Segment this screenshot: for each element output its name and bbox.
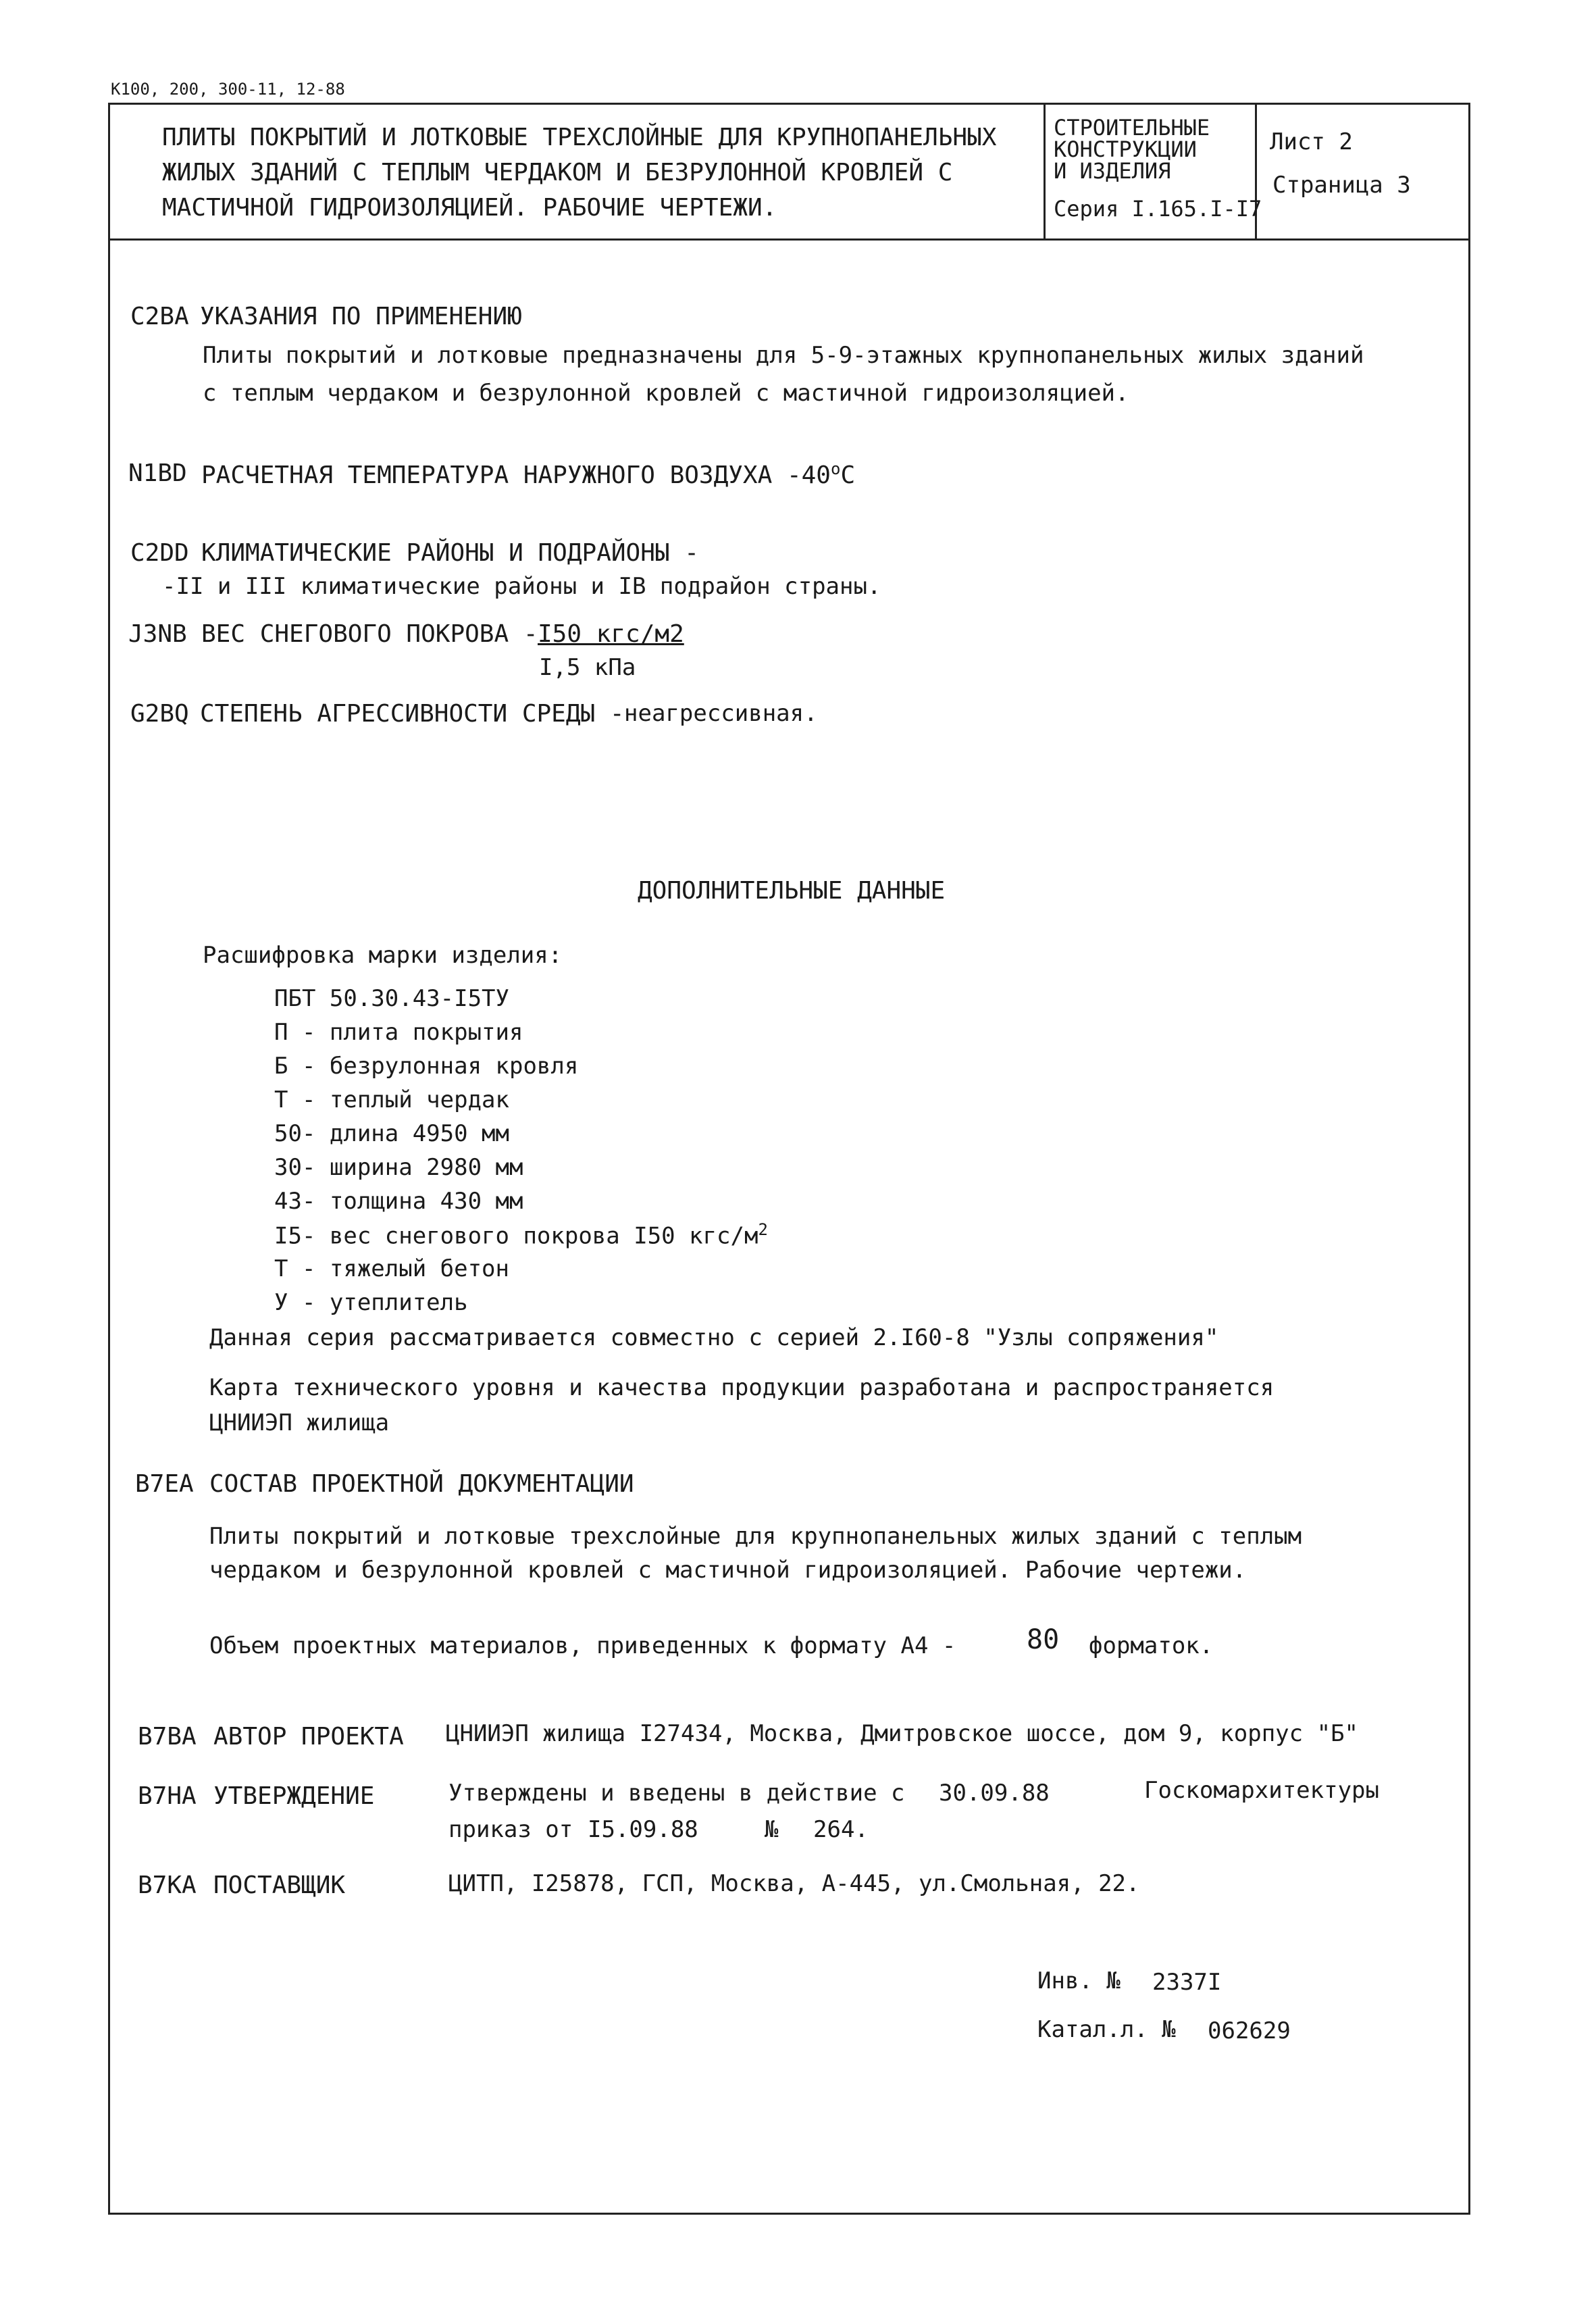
approval-text: Утверждены и введены в действие с	[448, 1780, 905, 1807]
approval-date: 30.09.88	[939, 1780, 1050, 1807]
author-value: ЦНИИЭП жилища I27434, Москва, Дмитровское шоссе, дом 9, корпус "Б"	[446, 1720, 1359, 1747]
inventory-number: 2337I	[1152, 1969, 1222, 1996]
list-item: 30- ширина 2980 мм	[274, 1154, 523, 1181]
section-code: С2ВА	[130, 303, 189, 330]
section-heading: ДОПОЛНИТЕЛЬНЫЕ ДАННЫЕ	[638, 877, 946, 905]
aggression-value: неагрессивная.	[624, 700, 818, 727]
section-heading	[201, 459, 855, 489]
order-date: I5.09.88	[588, 1816, 698, 1843]
header-title-line: МАСТИЧНОЙ ГИДРОИЗОЛЯЦИЕЙ. РАБОЧИЕ ЧЕРТЕЖИ.	[162, 194, 777, 222]
degree-sign: о	[830, 459, 841, 478]
header-separator-1	[1044, 103, 1046, 238]
sheet-number: Лист 2	[1270, 128, 1353, 155]
order-number-label: №	[765, 1816, 779, 1843]
temperature-unit: С	[840, 461, 856, 489]
page-number: Страница 3	[1272, 172, 1411, 199]
body-line: с теплым чердаком и безрулонной кровлей с мастичной гидроизоляцией.	[203, 380, 1129, 407]
document-code: К100, 200, 300-11, 12-88	[111, 80, 345, 99]
list-item: Т - тяжелый бетон	[274, 1255, 509, 1282]
section-code: J3NВ	[128, 620, 187, 648]
category-line: СТРОИТЕЛЬНЫЕ	[1054, 115, 1210, 141]
section-heading: УТВЕРЖДЕНИЕ	[213, 1782, 375, 1810]
series-number: Серия I.165.I-I7	[1054, 196, 1262, 222]
series-note: Данная серия рассматривается совместно с серией 2.I60-8 "Узлы сопряжения"	[209, 1324, 1219, 1351]
body-line: -II и III климатические районы и IВ подрайон страны.	[162, 573, 881, 600]
supplier-value: ЦИТП, I25878, ГСП, Москва, А-445, ул.Смольная, 22.	[448, 1870, 1140, 1897]
section-code: N1ВD	[128, 459, 187, 487]
section-code: В7ЕА	[135, 1470, 194, 1498]
card-line: Карта технического уровня и качества продукции разработана и распространяется	[209, 1374, 1275, 1401]
list-item	[274, 1220, 768, 1249]
section-heading: АВТОР ПРОЕКТА	[213, 1723, 404, 1751]
decode-title: Расшифровка марки изделия:	[203, 942, 563, 969]
catalog-label: Катал.л. №	[1037, 2016, 1176, 2043]
list-item-text: I5- вес снегового покрова I50 кгс/м	[274, 1222, 758, 1250]
section-heading: ПОСТАВЩИК	[213, 1871, 346, 1899]
section-heading: СТЕПЕНЬ АГРЕССИВНОСТИ СРЕДЫ -	[200, 700, 625, 728]
category-line: КОНСТРУКЦИИ	[1054, 136, 1197, 162]
section-code: С2DD	[130, 539, 189, 567]
section-heading: СОСТАВ ПРОЕКТНОЙ ДОКУМЕНТАЦИИ	[209, 1470, 634, 1498]
volume-unit: форматок.	[1089, 1632, 1214, 1659]
list-item: У - утеплитель	[274, 1289, 468, 1316]
order-number: 264.	[813, 1816, 869, 1843]
volume-text: Объем проектных материалов, приведенных к формату А4 -	[209, 1632, 956, 1659]
temperature-text: РАСЧЕТНАЯ ТЕМПЕРАТУРА НАРУЖНОГО ВОЗДУХА -40	[201, 461, 831, 489]
section-heading: ВЕС СНЕГОВОГО ПОКРОВА -	[201, 620, 538, 648]
list-item: 50- длина 4950 мм	[274, 1120, 509, 1147]
list-item: П - плита покрытия	[274, 1019, 523, 1046]
approval-org: Госкомархитектуры	[1144, 1777, 1379, 1804]
section-code: G2ВQ	[130, 700, 189, 728]
order-label: приказ от	[448, 1816, 573, 1843]
superscript: 2	[758, 1220, 768, 1239]
product-mark: ПБТ 50.30.43-I5ТУ	[274, 985, 509, 1012]
section-code: В7ВА	[138, 1723, 197, 1751]
section-code: В7НА	[138, 1782, 197, 1810]
section-code: В7КА	[138, 1871, 197, 1899]
snow-load-kgf: I50 кгс/м2	[538, 620, 684, 648]
header-divider	[108, 238, 1470, 241]
inventory-label: Инв. №	[1037, 1967, 1121, 1994]
list-item: Б - безрулонная кровля	[274, 1053, 579, 1080]
card-line: ЦНИИЭП жилища	[209, 1409, 390, 1436]
category-line: И ИЗДЕЛИЯ	[1054, 158, 1171, 184]
section-heading: КЛИМАТИЧЕСКИЕ РАЙОНЫ И ПОДРАЙОНЫ -	[201, 539, 699, 567]
snow-load-kpa: I,5 кПа	[539, 654, 636, 681]
header-title-line: ЖИЛЫХ ЗДАНИЙ С ТЕПЛЫМ ЧЕРДАКОМ И БЕЗРУЛОННОЙ КРОВЛЕЙ С	[162, 159, 953, 186]
list-item: Т - теплый чердак	[274, 1086, 509, 1113]
section-heading: УКАЗАНИЯ ПО ПРИМЕНЕНИЮ	[200, 303, 522, 330]
body-line: Плиты покрытий и лотковые предназначены для 5-9-этажных крупнопанельных жилых зданий	[203, 342, 1364, 369]
header-title-line: ПЛИТЫ ПОКРЫТИЙ И ЛОТКОВЫЕ ТРЕХСЛОЙНЫЕ ДЛЯ КРУПНОПАНЕЛЬНЫХ	[162, 124, 997, 151]
body-line: чердаком и безрулонной кровлей с мастичной гидроизоляцией. Рабочие чертежи.	[209, 1557, 1247, 1584]
list-item: 43- толщина 430 мм	[274, 1188, 523, 1215]
volume-value: 80	[1027, 1624, 1060, 1655]
body-line: Плиты покрытий и лотковые трехслойные для крупнопанельных жилых зданий с теплым	[209, 1523, 1302, 1550]
catalog-number: 062629	[1208, 2017, 1291, 2044]
